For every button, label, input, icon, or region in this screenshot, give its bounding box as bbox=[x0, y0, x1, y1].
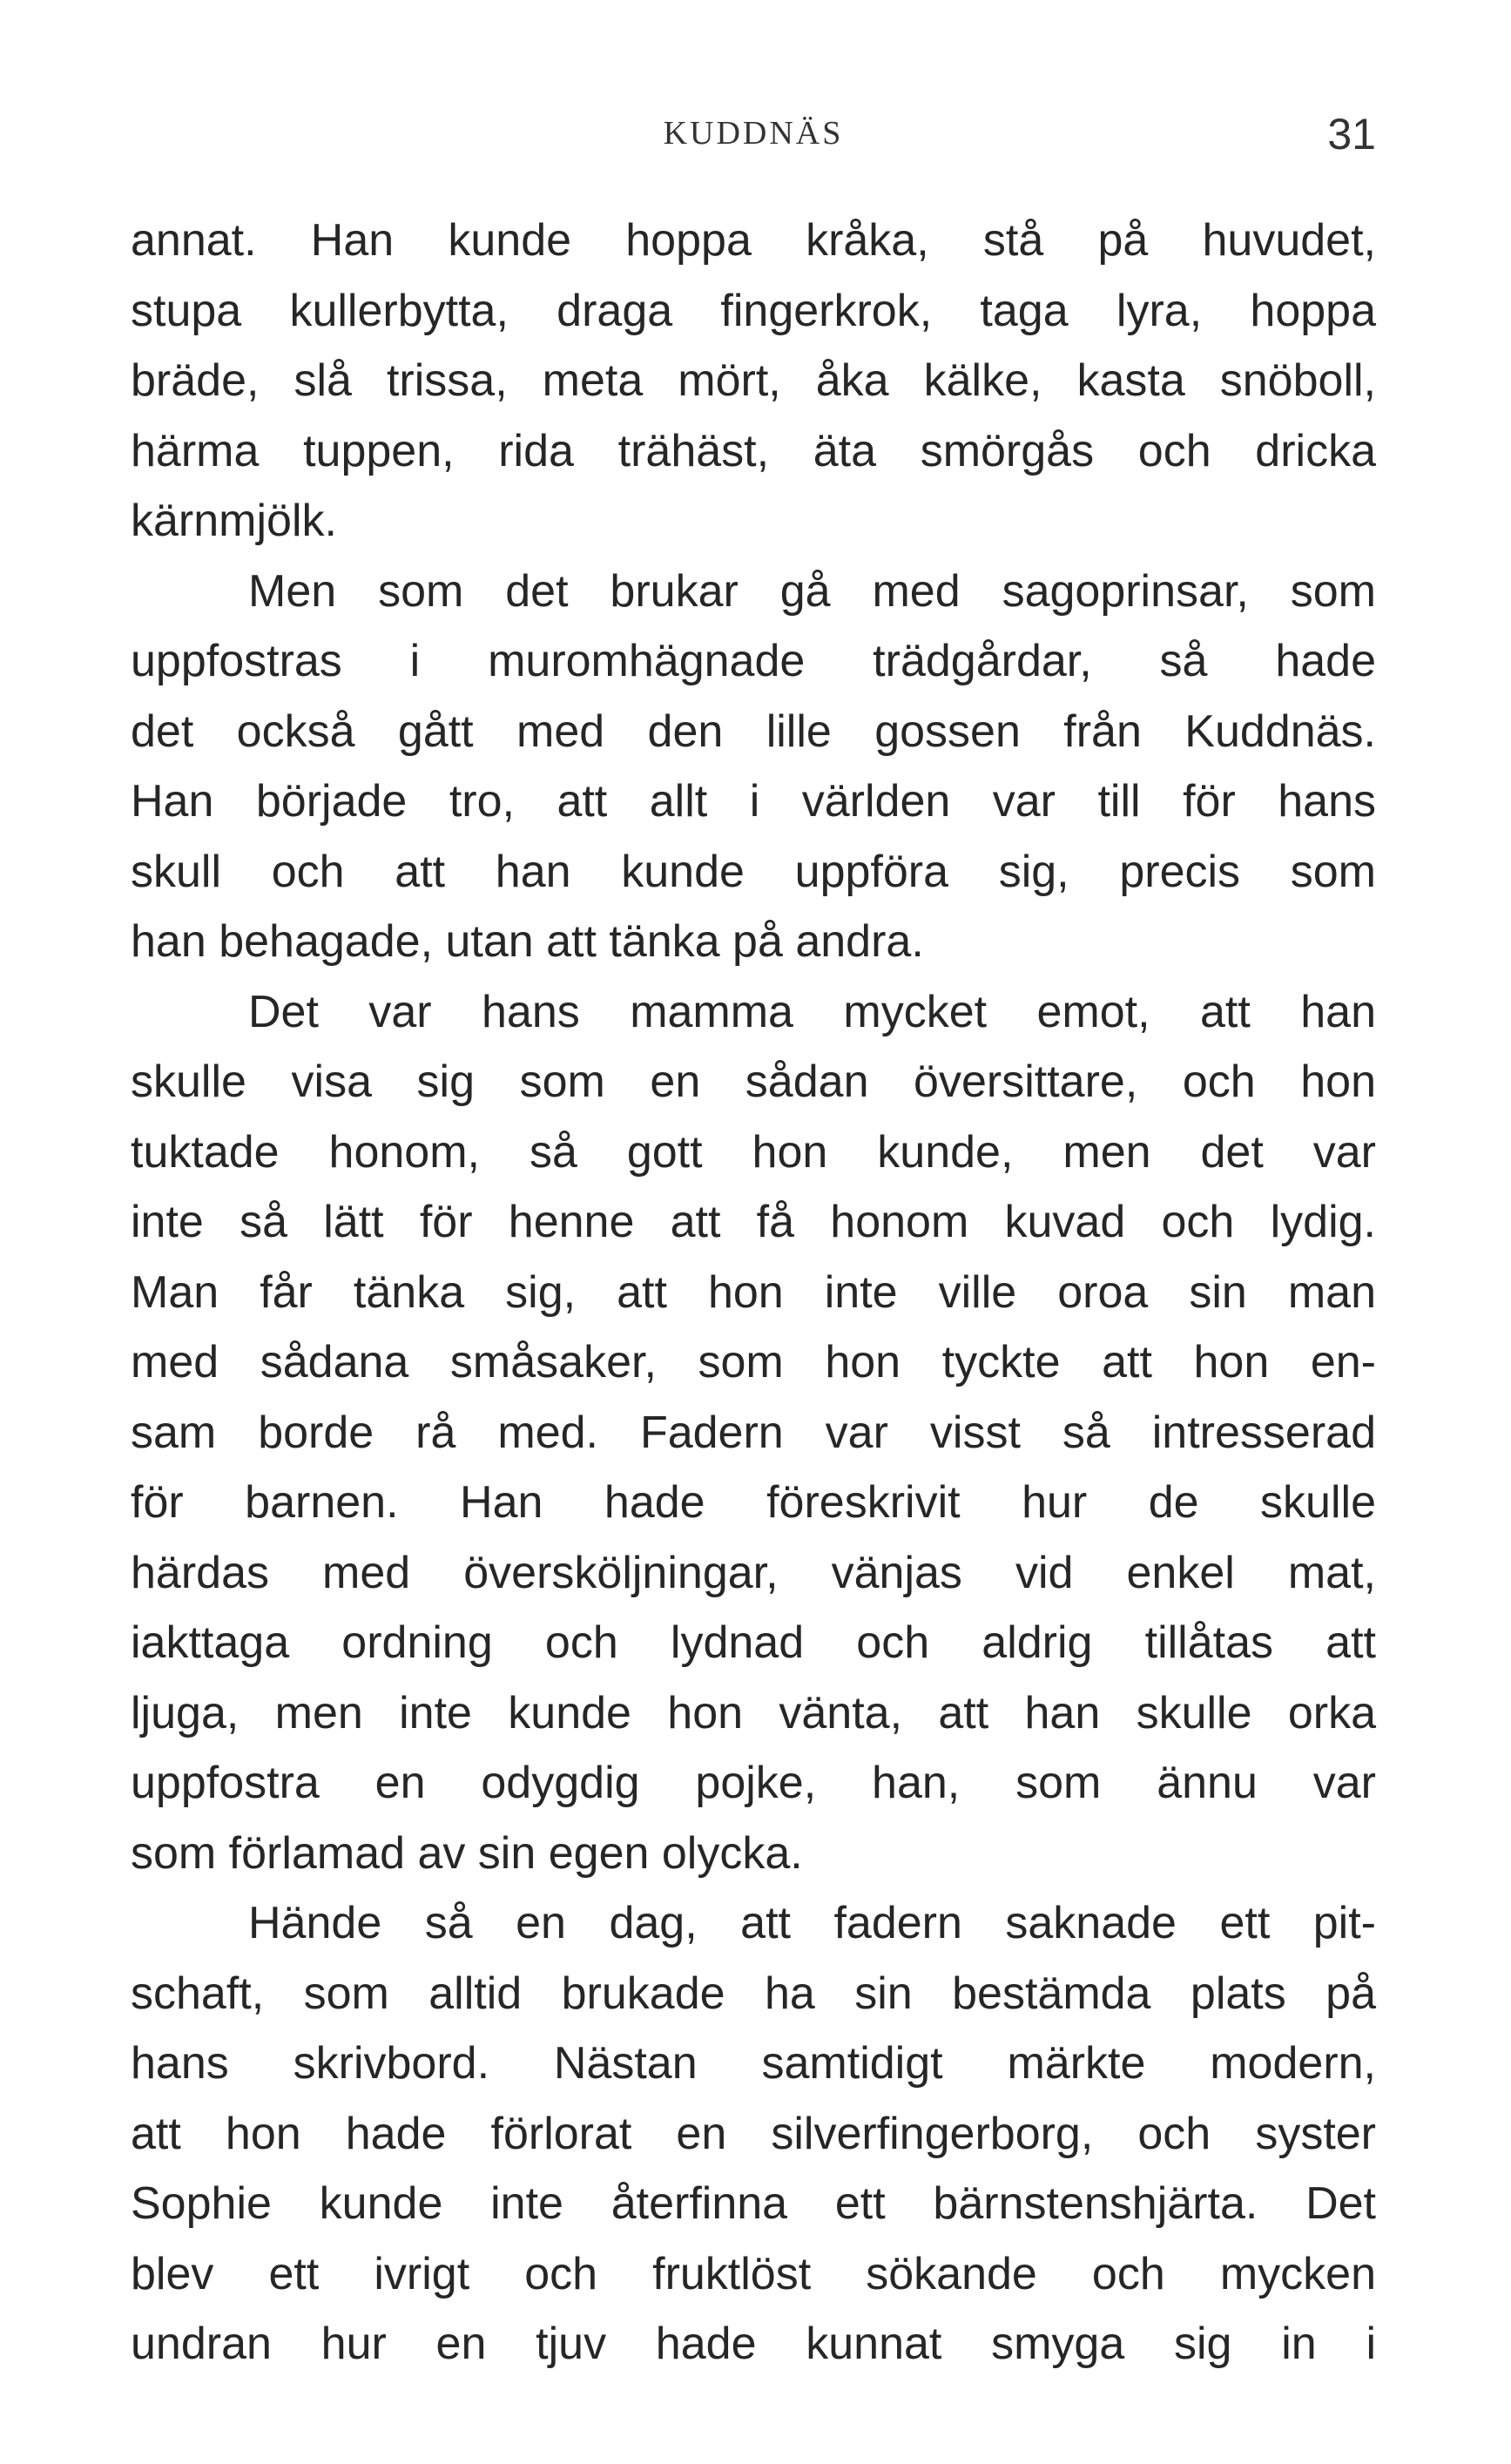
text-line: ljuga, men inte kunde hon vänta, att han skulle orka bbox=[131, 1687, 1376, 1738]
text-line: stupa kullerbytta, draga fingerkrok, taga lyra, hoppa bbox=[131, 285, 1376, 336]
text-line: schaft, som alltid brukade ha sin bestämda plats på bbox=[131, 1968, 1376, 2019]
text-line: som förlamad av sin egen olycka. bbox=[131, 1827, 803, 1879]
page-number: 31 bbox=[1327, 110, 1376, 159]
running-header bbox=[131, 109, 1376, 161]
text-line: Han började tro, att allt i världen var till för hans bbox=[131, 776, 1376, 827]
text-line: kärnmjölk. bbox=[131, 496, 337, 546]
text-line: skulle visa sig som en sådan översittare, och hon bbox=[131, 1056, 1376, 1107]
text-line: undran hur en tjuv hade kunnat smyga sig in i bbox=[131, 2319, 1376, 2369]
text-line: det också gått med den lille gossen från Kuddnäs. bbox=[131, 705, 1376, 757]
text-line: skull och att han kunde uppföra sig, precis som bbox=[131, 846, 1376, 897]
text-line: uppfostras i muromhägnade trädgårdar, så hade bbox=[131, 636, 1376, 686]
text-line: blev ett ivrigt och fruktlöst sökande och mycken bbox=[131, 2248, 1376, 2299]
text-line: Men som det brukar gå med sagoprinsar, som bbox=[248, 565, 1376, 617]
text-line: härdas med översköljningar, vänjas vid enkel mat, bbox=[131, 1547, 1376, 1598]
text-line: Hände så en dag, att fadern saknade ett pit- bbox=[248, 1898, 1376, 1948]
text-line: att hon hade förlorat en silverfingerborg, och syster bbox=[131, 2108, 1376, 2159]
text-line: Man får tänka sig, att hon inte ville oroa sin man bbox=[131, 1266, 1376, 1318]
text-line: med sådana småsaker, som hon tyckte att hon en- bbox=[131, 1337, 1376, 1387]
text-line: annat. Han kunde hoppa kråka, stå på huvudet, bbox=[131, 215, 1376, 266]
text-line: iakttaga ordning och lydnad och aldrig tillåtas att bbox=[131, 1617, 1376, 1668]
text-line: Sophie kunde inte återfinna ett bärnstenshjärta. Det bbox=[131, 2178, 1376, 2229]
text-line: inte så lätt för henne att få honom kuvad och lydig. bbox=[131, 1197, 1376, 1247]
text-line: han behagade, utan att tänka på andra. bbox=[131, 916, 924, 967]
text-line: härma tuppen, rida trähäst, äta smörgås och dricka bbox=[131, 425, 1376, 476]
text-line: sam borde rå med. Fadern var visst så intresserad bbox=[131, 1407, 1376, 1458]
text-line: hans skrivbord. Nästan samtidigt märkte modern, bbox=[131, 2038, 1376, 2089]
running-title: KUDDNÄS bbox=[663, 115, 844, 152]
text-line: tuktade honom, så gott hon kunde, men det var bbox=[131, 1126, 1376, 1178]
text-line: Det var hans mamma mycket emot, att han bbox=[248, 986, 1376, 1037]
text-line: bräde, slå trissa, meta mört, åka kälke, kasta snöboll, bbox=[131, 355, 1376, 406]
text-line: uppfostra en odygdig pojke, han, som ännu var bbox=[131, 1758, 1376, 1808]
body-text bbox=[131, 206, 1376, 2380]
text-line: för barnen. Han hade föreskrivit hur de skulle bbox=[131, 1477, 1376, 1528]
